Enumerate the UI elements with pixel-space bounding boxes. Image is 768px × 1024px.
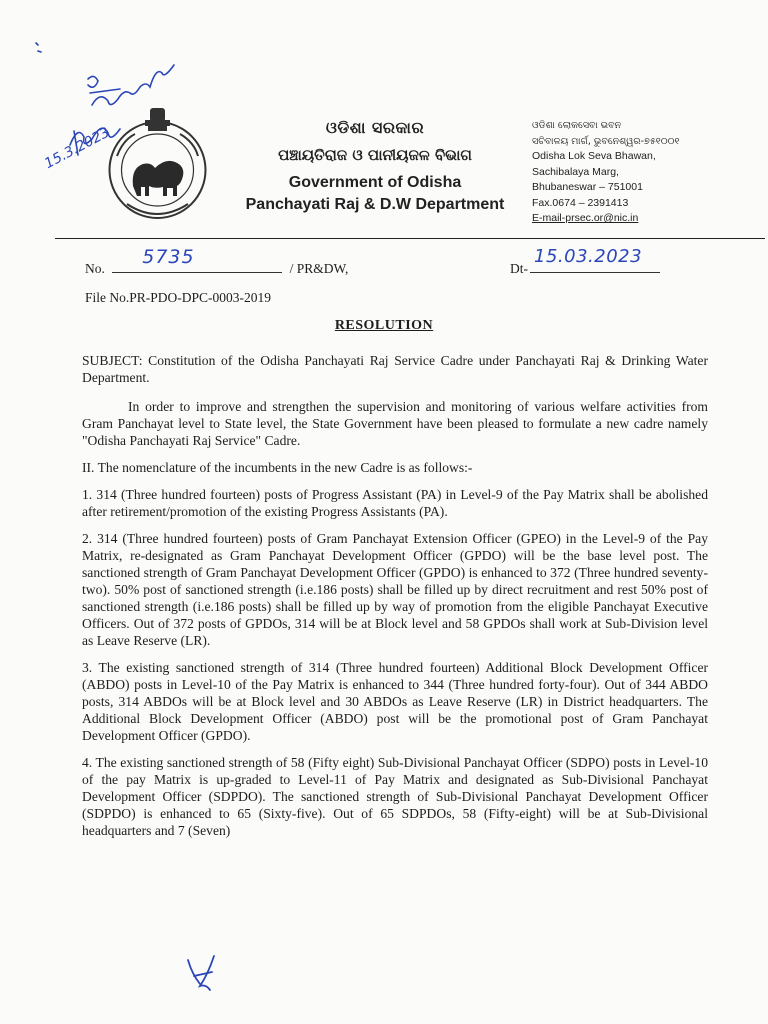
letterhead-title	[230, 118, 520, 214]
paragraph-1: 1. 314 (Three hundred fourteen) posts of Progress Assistant (PA) in Level-9 of the Pay Matrix shall be abolished after retirement/promotion of the existing Progress Assistants (PA).	[82, 487, 708, 519]
letter-date-label: Dt-	[510, 261, 528, 276]
government-title: Government of Odisha	[288, 174, 462, 191]
letter-date-blank	[530, 246, 660, 273]
paragraph-4: 4. The existing sanctioned strength of 58 (Fifty eight) Sub-Divisional Panchayat Officer (SDPO) posts in Level-10 of the pay Matrix is up-graded to Level-11 of Pay Matrix and designated as Sub-Divisional Panchayat Development Officer (SDPDO). The sanctioned strength of Sub-Divisional Panchayat Development Officer (SDPDO) is enhanced to 65 (Sixty-five). Out of 65 SDPDOs, 58 (Fifty-eight) will be at Sub-Divisional headquarters and 7 (Seven)	[82, 755, 708, 838]
letter-number-blank	[112, 246, 282, 273]
paragraph-3: 3. The existing sanctioned strength of 314 (Three hundred fourteen) Additional Block Development Officer (ABDO) posts in Level-10 of the Pay Matrix is enhanced to 344 (Three hundred forty-four). Out of 344 ABDO posts, 314 ABDOs will be at Block level and 30 ABDOs as Leave Reserve (LR) in District headquarters. The Additional Block Development Officer (ABDO) post will be the promotional post of Gram Panchayat Development Officer (GPDO).	[82, 660, 708, 743]
odia-address-line-2: ସଚିବାଳୟ ମାର୍ଗ, ଭୁବନେଶ୍ୱର-୭୫୧୦୦୧	[532, 135, 680, 147]
letterhead-address	[532, 118, 752, 227]
odia-department-title: ପଞ୍ଚାୟତିରାଜ ଓ ପାନୀୟଜଳ ବିଭାଗ	[278, 146, 472, 164]
address-line-1: Odisha Lok Seva Bhawan,	[532, 150, 656, 162]
handwritten-date: 15.3.2023	[42, 124, 113, 173]
document-body	[82, 352, 708, 849]
intro-paragraph: In order to improve and strengthen the supervision and monitoring of various welfare activities from Gram Panchayat level to State level, the State Government have been pleased to formulate a new cadre namely "Odisha Panchayati Raj Service" Cadre.	[82, 399, 708, 448]
email-link[interactable]: E-mail-prsec.or@nic.in	[532, 212, 639, 224]
fax-number: Fax.0674 – 2391413	[532, 196, 629, 209]
letter-number-label: No.	[85, 261, 105, 276]
letter-number-suffix: / PR&DW,	[289, 261, 349, 276]
document-title: RESOLUTION	[334, 318, 434, 333]
letter-number	[85, 246, 349, 277]
address-line-3: Bhubaneswar – 751001	[532, 181, 643, 193]
section-heading: II. The nomenclature of the incumbents in the new Cadre is as follows:-	[82, 460, 473, 475]
handwritten-initial-mark	[180, 950, 230, 1000]
odisha-emblem-seal	[95, 100, 220, 225]
department-title: Panchayati Raj & D.W Department	[245, 196, 505, 213]
paragraph-2: 2. 314 (Three hundred fourteen) posts of Gram Panchayat Extension Officer (GPEO) in the Level-9 of the Pay Matrix, re-designated as Gram Panchayat Development Officer (GPDO) will be the base level post. The sanctioned strength of Gram Panchayat Development Officer (GPDO) is enhanced to 372 (Three hundred seventy-two). 50% post of sanctioned strength (i.e.186 posts) shall be filled up by direct recruitment and rest 50% post of sanctioned strength (i.e.186 posts) shall be filled up by way of promotion from the eligible Panchayat Executive Officers. Out of 372 posts of GPDOs, 314 will be at Block level and 58 GPDOs shall work at Sub-Division level as Leave Reserve (LR).	[82, 531, 708, 648]
odia-address-line-1: ଓଡିଶା ଲୋକସେବା ଭବନ	[532, 120, 622, 131]
letter-date	[510, 246, 660, 277]
subject-paragraph: SUBJECT: Constitution of the Odisha Panchayati Raj Service Cadre under Panchayati Raj & Drinking Water Department.	[82, 353, 708, 385]
odia-government-title: ଓଡିଶା ସରକାର	[325, 118, 425, 137]
address-line-2: Sachibalaya Marg,	[532, 165, 619, 178]
letter-date-handwritten: 15.03.2023	[534, 246, 643, 267]
file-number: File No.PR-PDO-DPC-0003-2019	[85, 290, 272, 305]
letter-number-handwritten: 5735	[142, 246, 195, 268]
header-divider	[55, 238, 765, 239]
